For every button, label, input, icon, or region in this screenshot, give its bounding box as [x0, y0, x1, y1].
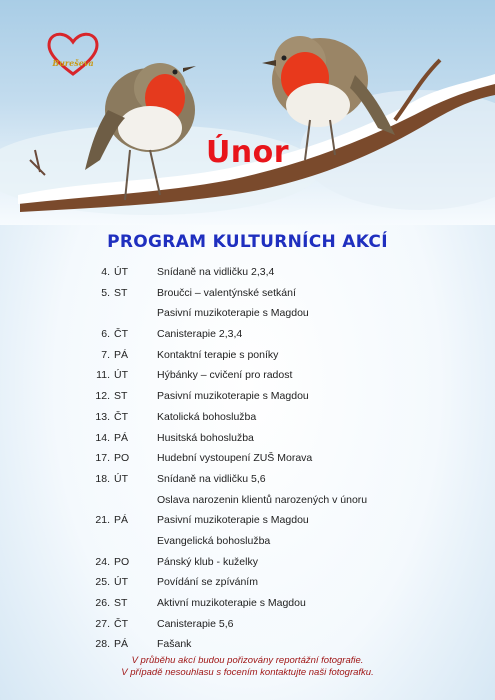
event-day: 11. — [96, 369, 110, 382]
event-description: Katolická bohoslužba — [157, 410, 257, 423]
event-row — [0, 532, 495, 553]
event-weekday: ČT — [114, 328, 128, 341]
event-day: 6. — [101, 328, 110, 341]
event-row — [0, 635, 495, 656]
event-row — [0, 511, 495, 532]
event-weekday: ÚT — [114, 472, 128, 485]
event-row — [0, 573, 495, 594]
event-row — [0, 263, 495, 284]
event-weekday: ST — [114, 597, 128, 609]
photo-notice — [0, 655, 495, 679]
event-weekday: ÚT — [114, 266, 128, 278]
event-row — [0, 553, 495, 574]
event-description: Hýbánky – cvičení pro radost — [157, 369, 293, 382]
event-weekday: PÁ — [114, 514, 129, 527]
event-description: Fašank — [157, 638, 192, 651]
heart-logo-icon — [44, 30, 102, 78]
event-weekday: ÚT — [114, 576, 128, 589]
logo-text: Bureševa — [52, 58, 94, 68]
event-row — [0, 408, 495, 429]
event-description: Broučci – valentýnské setkání — [157, 286, 296, 299]
event-row — [0, 387, 495, 408]
program-title: PROGRAM KULTURNÍCH AKCÍ — [107, 232, 388, 252]
event-description: Pasivní muzikoterapie s Magdou — [157, 514, 309, 527]
event-day: 4. — [101, 266, 110, 278]
event-weekday: PO — [114, 555, 130, 568]
event-row — [0, 346, 495, 367]
event-row — [0, 284, 495, 305]
event-description: Husitská bohoslužba — [157, 431, 254, 444]
month-title: Únor — [205, 135, 290, 170]
event-day: 13. — [95, 410, 110, 423]
event-row — [0, 366, 495, 387]
event-description: Snídaně na vidličku 5,6 — [157, 472, 266, 485]
event-weekday: PO — [114, 452, 130, 465]
event-description: Pasivní muzikoterapie s Magdou — [157, 307, 309, 320]
event-weekday: ST — [114, 286, 128, 299]
photo-notice-line-1: V průběhu akcí budou pořizovány reportážní fotografie. — [131, 655, 364, 666]
event-day: 14. — [95, 431, 110, 444]
event-description: Kontaktní terapie s poníky — [157, 348, 279, 361]
event-day: 12. — [95, 390, 110, 403]
event-row — [0, 491, 495, 512]
event-day: 25. — [95, 576, 110, 589]
event-description: Canisterapie 2,3,4 — [157, 328, 243, 341]
event-weekday: PÁ — [114, 348, 129, 361]
event-day: 28. — [95, 638, 110, 651]
event-day: 7. — [101, 348, 110, 361]
event-description: Pánský klub - kuželky — [157, 555, 258, 568]
event-day: 18. — [95, 472, 110, 485]
event-day: 17. — [95, 452, 110, 465]
event-description: Evangelická bohoslužba — [157, 534, 271, 547]
event-description: Snídaně na vidličku 2,3,4 — [157, 266, 275, 278]
event-weekday: ČT — [114, 617, 128, 630]
event-row — [0, 470, 495, 491]
event-description: Pasivní muzikoterapie s Magdou — [157, 390, 309, 403]
event-description: Canisterapie 5,6 — [157, 617, 234, 630]
event-weekday: PÁ — [114, 431, 129, 444]
event-day: 26. — [95, 597, 110, 609]
event-description: Povídání se zpíváním — [157, 576, 258, 589]
event-weekday: PÁ — [114, 638, 129, 651]
header-illustration — [0, 0, 495, 225]
event-row — [0, 325, 495, 346]
event-row — [0, 304, 495, 325]
event-weekday: ST — [114, 390, 128, 403]
event-description: Oslava narozenin klientů narozených v únoru — [157, 493, 368, 506]
event-description: Hudební vystoupení ZUŠ Morava — [157, 452, 313, 465]
event-row — [0, 594, 495, 615]
event-weekday: ČT — [114, 410, 128, 423]
event-row — [0, 449, 495, 470]
event-row — [0, 429, 495, 450]
event-description: Aktivní muzikoterapie s Magdou — [157, 597, 306, 609]
event-row — [0, 615, 495, 636]
event-day: 24. — [95, 555, 110, 568]
event-day: 27. — [95, 617, 110, 630]
photo-notice-line-2: V případě nesouhlasu s focením kontaktujte naši fotografku. — [121, 667, 374, 678]
event-day: 5. — [101, 286, 110, 299]
events-list — [0, 263, 495, 656]
event-day: 21. — [95, 514, 110, 527]
event-weekday: ÚT — [114, 369, 128, 382]
